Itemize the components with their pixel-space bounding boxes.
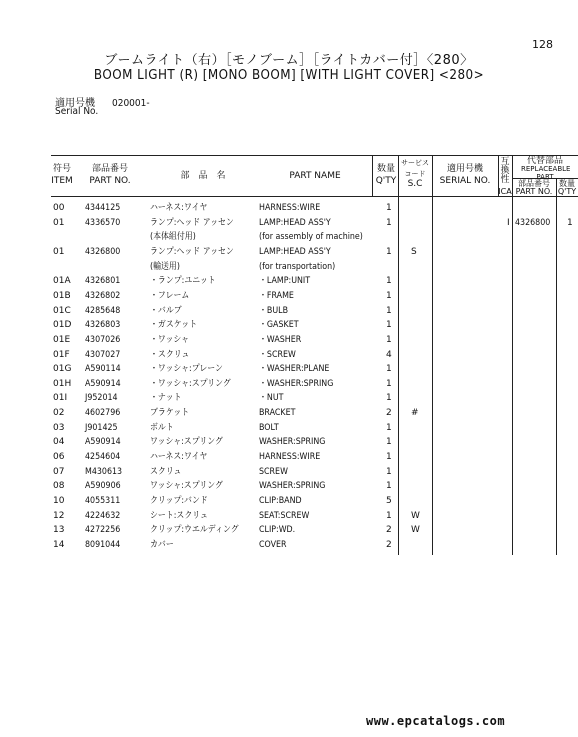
serial-value: 020001- (112, 98, 150, 109)
cell-rep-part: 4326800 (515, 218, 551, 228)
cell-name-en: BRACKET (259, 408, 296, 418)
cell-qty: 1 (386, 335, 392, 345)
cell-name-en: WASHER:SPRING (259, 481, 326, 491)
cell-qty: 1 (386, 481, 392, 491)
cell-part-no: 4224632 (85, 511, 121, 521)
header-serial-jp: 適用号機 (446, 164, 483, 174)
cell-part-no: 4326801 (85, 276, 121, 286)
cell-part-no: 4055311 (85, 496, 121, 506)
cell-qty: 1 (386, 203, 392, 213)
cell-name-en: SEAT:SCREW (259, 511, 310, 521)
cell-qty: 1 (386, 276, 392, 286)
header-replace-partno-en: PART NO. (515, 187, 553, 196)
cell-rep-qty: 1 (567, 218, 573, 228)
footer-url: www.epcatalogs.com (366, 714, 506, 728)
cell-item: 01A (53, 276, 71, 286)
cell-name-jp: ブラケット (150, 408, 190, 418)
cell-qty: 1 (386, 306, 392, 316)
cell-item: 07 (53, 467, 65, 477)
header-qty-jp: 数量 (376, 164, 395, 174)
cell-qty: 4 (386, 350, 392, 360)
cell-qty: 1 (386, 218, 392, 228)
cell-name-jp: クリップ:ウエルディング (150, 525, 239, 535)
cell-item: 00 (53, 203, 65, 213)
cell-name-jp: ・ワッシャ:スプリング (150, 379, 231, 389)
cell-name-en: LAMP:HEAD ASS'Y (259, 247, 331, 257)
serial-label-english: Serial No. (55, 106, 99, 117)
cell-item: 04 (53, 437, 65, 447)
cell-name-en: ・FRAME (259, 291, 294, 301)
cell-part-no: J952014 (85, 393, 118, 403)
column-divider (556, 197, 557, 555)
cell-item: 02 (53, 408, 65, 418)
cell-name-jp: ・ワッシャ (150, 335, 190, 345)
cell-sc: W (411, 525, 420, 535)
cell-name-jp: ハーネス:ワイヤ (150, 203, 208, 213)
header-divider (372, 155, 373, 197)
cell-name-jp: ・ガスケット (150, 320, 198, 330)
cell-part-no: A590914 (85, 379, 121, 389)
cell-name-en: HARNESS:WIRE (259, 452, 321, 462)
cell-part-no: A590914 (85, 437, 121, 447)
cell-part-no: 4602796 (85, 408, 121, 418)
cell-name-jp: スクリュ (150, 467, 182, 477)
cell-part-no: 4272256 (85, 525, 121, 535)
cell-qty: 2 (386, 540, 392, 550)
cell-name-jp: カバー (150, 540, 174, 550)
cell-item: 13 (53, 525, 65, 535)
cell-name-en: ・WASHER:PLANE (259, 364, 330, 374)
cell-name-en: CLIP:WD. (259, 525, 296, 535)
cell-name-en: BOLT (259, 423, 279, 433)
cell-name-jp: ランプ:ヘッド アッセン (150, 218, 234, 228)
cell-ica: I (507, 218, 510, 228)
header-partno-jp: 部品番号 (91, 164, 128, 174)
cell-name-jp: ・バルブ (150, 306, 182, 316)
header-interchange-jp: 互換性 (500, 157, 510, 185)
cell-name-en: ・BULB (259, 306, 288, 316)
cell-qty: 1 (386, 511, 392, 521)
cell-name-jp: ワッシャ:スプリング (150, 481, 223, 491)
cell-item: 01H (53, 379, 72, 389)
cell-name-jp: ハーネス:ワイヤ (150, 452, 208, 462)
page-title-japanese: ブームライト（右）［モノブーム］［ライトカバー付］〈280〉 (104, 53, 474, 68)
header-replace-partno-jp: 部品番号 (518, 179, 550, 188)
header-serial-en: SERIAL NO. (439, 176, 491, 186)
cell-item: 01B (53, 291, 71, 301)
header-item-jp: 符号 (52, 164, 71, 174)
column-divider (398, 197, 399, 555)
cell-qty: 1 (386, 364, 392, 374)
header-service-jp2: コード (404, 170, 426, 178)
cell-name-en: WASHER:SPRING (259, 437, 326, 447)
cell-qty: 1 (386, 467, 392, 477)
header-interchange-en: ICA (498, 187, 512, 196)
header-replace-en: REPLACEABLE PART (521, 165, 571, 181)
header-replace-qty-en: Q'TY (557, 187, 577, 196)
cell-part-no: J901425 (85, 423, 118, 433)
header-partno-en: PART NO. (89, 176, 131, 186)
cell-sc: S (411, 247, 417, 257)
column-divider (432, 197, 433, 555)
cell-name-jp: ・ワッシャ:プレーン (150, 364, 223, 374)
cell-qty: 1 (386, 320, 392, 330)
cell-name-jp: ボルト (150, 423, 174, 433)
cell-item: 01I (53, 393, 68, 403)
cell-name-jp: クリップ:バンド (150, 496, 208, 506)
cell-qty: 1 (386, 437, 392, 447)
cell-part-no: 4326803 (85, 320, 121, 330)
cell-qty: 5 (386, 496, 392, 506)
cell-name-jp: シート:スクリュ (150, 511, 208, 521)
cell-name-en: ・LAMP:UNIT (259, 276, 311, 286)
cell-item: 06 (53, 452, 65, 462)
cell-qty: 1 (386, 247, 392, 257)
cell-item: 01D (53, 320, 72, 330)
cell-name-en: ・WASHER (259, 335, 302, 345)
header-replace-qty-jp: 数量 (559, 179, 575, 188)
cell-item: 03 (53, 423, 65, 433)
cell-name-jp: ・スクリュ (150, 350, 190, 360)
cell-name-en: COVER (259, 540, 287, 550)
cell-item: 01 (53, 218, 65, 228)
cell-name-jp: ワッシャ:スプリング (150, 437, 223, 447)
cell-name-jp: ・ナット (150, 393, 182, 403)
cell-name-en: ・NUT (259, 393, 284, 403)
cell-qty: 1 (386, 393, 392, 403)
cell-part-no: 4326800 (85, 247, 121, 257)
cell-part-no: A590114 (85, 364, 121, 374)
header-replace-jp: 代替部品 (526, 156, 563, 166)
cell-item: 01 (53, 247, 65, 257)
page-title-english: BOOM LIGHT (R) [MONO BOOM] [WITH LIGHT COVER] <280> (93, 68, 485, 83)
cell-part-no: 4254604 (85, 452, 121, 462)
cell-part-no: 4285648 (85, 306, 121, 316)
cell-part-no: M430613 (85, 467, 123, 477)
header-partname-jp: 部 品 名 (180, 171, 226, 181)
cell-item: 10 (53, 496, 65, 506)
page-number: 128 (532, 38, 553, 51)
header-service-jp1: サービス (401, 159, 429, 167)
cell-part-no: 4344125 (85, 203, 121, 213)
cell-qty: 1 (386, 379, 392, 389)
cell-qty: 1 (386, 423, 392, 433)
cell-name-jp: ランプ:ヘッド アッセン (150, 247, 234, 257)
cell-part-no: A590906 (85, 481, 121, 491)
header-service-en: S.C (407, 179, 423, 189)
cell-part-no: 4307027 (85, 350, 121, 360)
cell-name-en: HARNESS:WIRE (259, 203, 321, 213)
cell-name-en: (for transportation) (259, 262, 336, 272)
cell-part-no: 4336570 (85, 218, 121, 228)
cell-item: 01F (53, 350, 70, 360)
cell-name-en: ・GASKET (259, 320, 299, 330)
header-partname-en: PART NAME (289, 171, 341, 181)
cell-name-en: ・WASHER:SPRING (259, 379, 334, 389)
cell-item: 12 (53, 511, 65, 521)
serial-label-japanese: 適用号機 (55, 98, 95, 109)
cell-qty: 2 (386, 408, 392, 418)
cell-qty: 1 (386, 452, 392, 462)
cell-name-jp: (本体組付用) (150, 232, 196, 242)
column-divider (512, 197, 513, 555)
cell-part-no: 8091044 (85, 540, 121, 550)
cell-name-en: (for assembly of machine) (259, 232, 363, 242)
cell-name-jp: ・フレーム (150, 291, 190, 301)
cell-name-en: LAMP:HEAD ASS'Y (259, 218, 331, 228)
cell-item: 01C (53, 306, 71, 316)
cell-name-en: CLIP:BAND (259, 496, 302, 506)
cell-item: 14 (53, 540, 65, 550)
cell-item: 01G (53, 364, 72, 374)
cell-sc: W (411, 511, 420, 521)
cell-name-jp: (輸送用) (150, 262, 180, 272)
cell-name-en: ・SCREW (259, 350, 296, 360)
cell-part-no: 4307026 (85, 335, 121, 345)
header-item-en: ITEM (51, 176, 73, 186)
cell-name-en: SCREW (259, 467, 288, 477)
cell-item: 01E (53, 335, 71, 345)
header-qty-en: Q'TY (375, 176, 397, 186)
cell-qty: 2 (386, 525, 392, 535)
cell-part-no: 4326802 (85, 291, 121, 301)
cell-qty: 1 (386, 291, 392, 301)
cell-name-jp: ・ランプ:ユニット (150, 276, 216, 286)
cell-sc: # (411, 408, 419, 418)
cell-item: 08 (53, 481, 65, 491)
